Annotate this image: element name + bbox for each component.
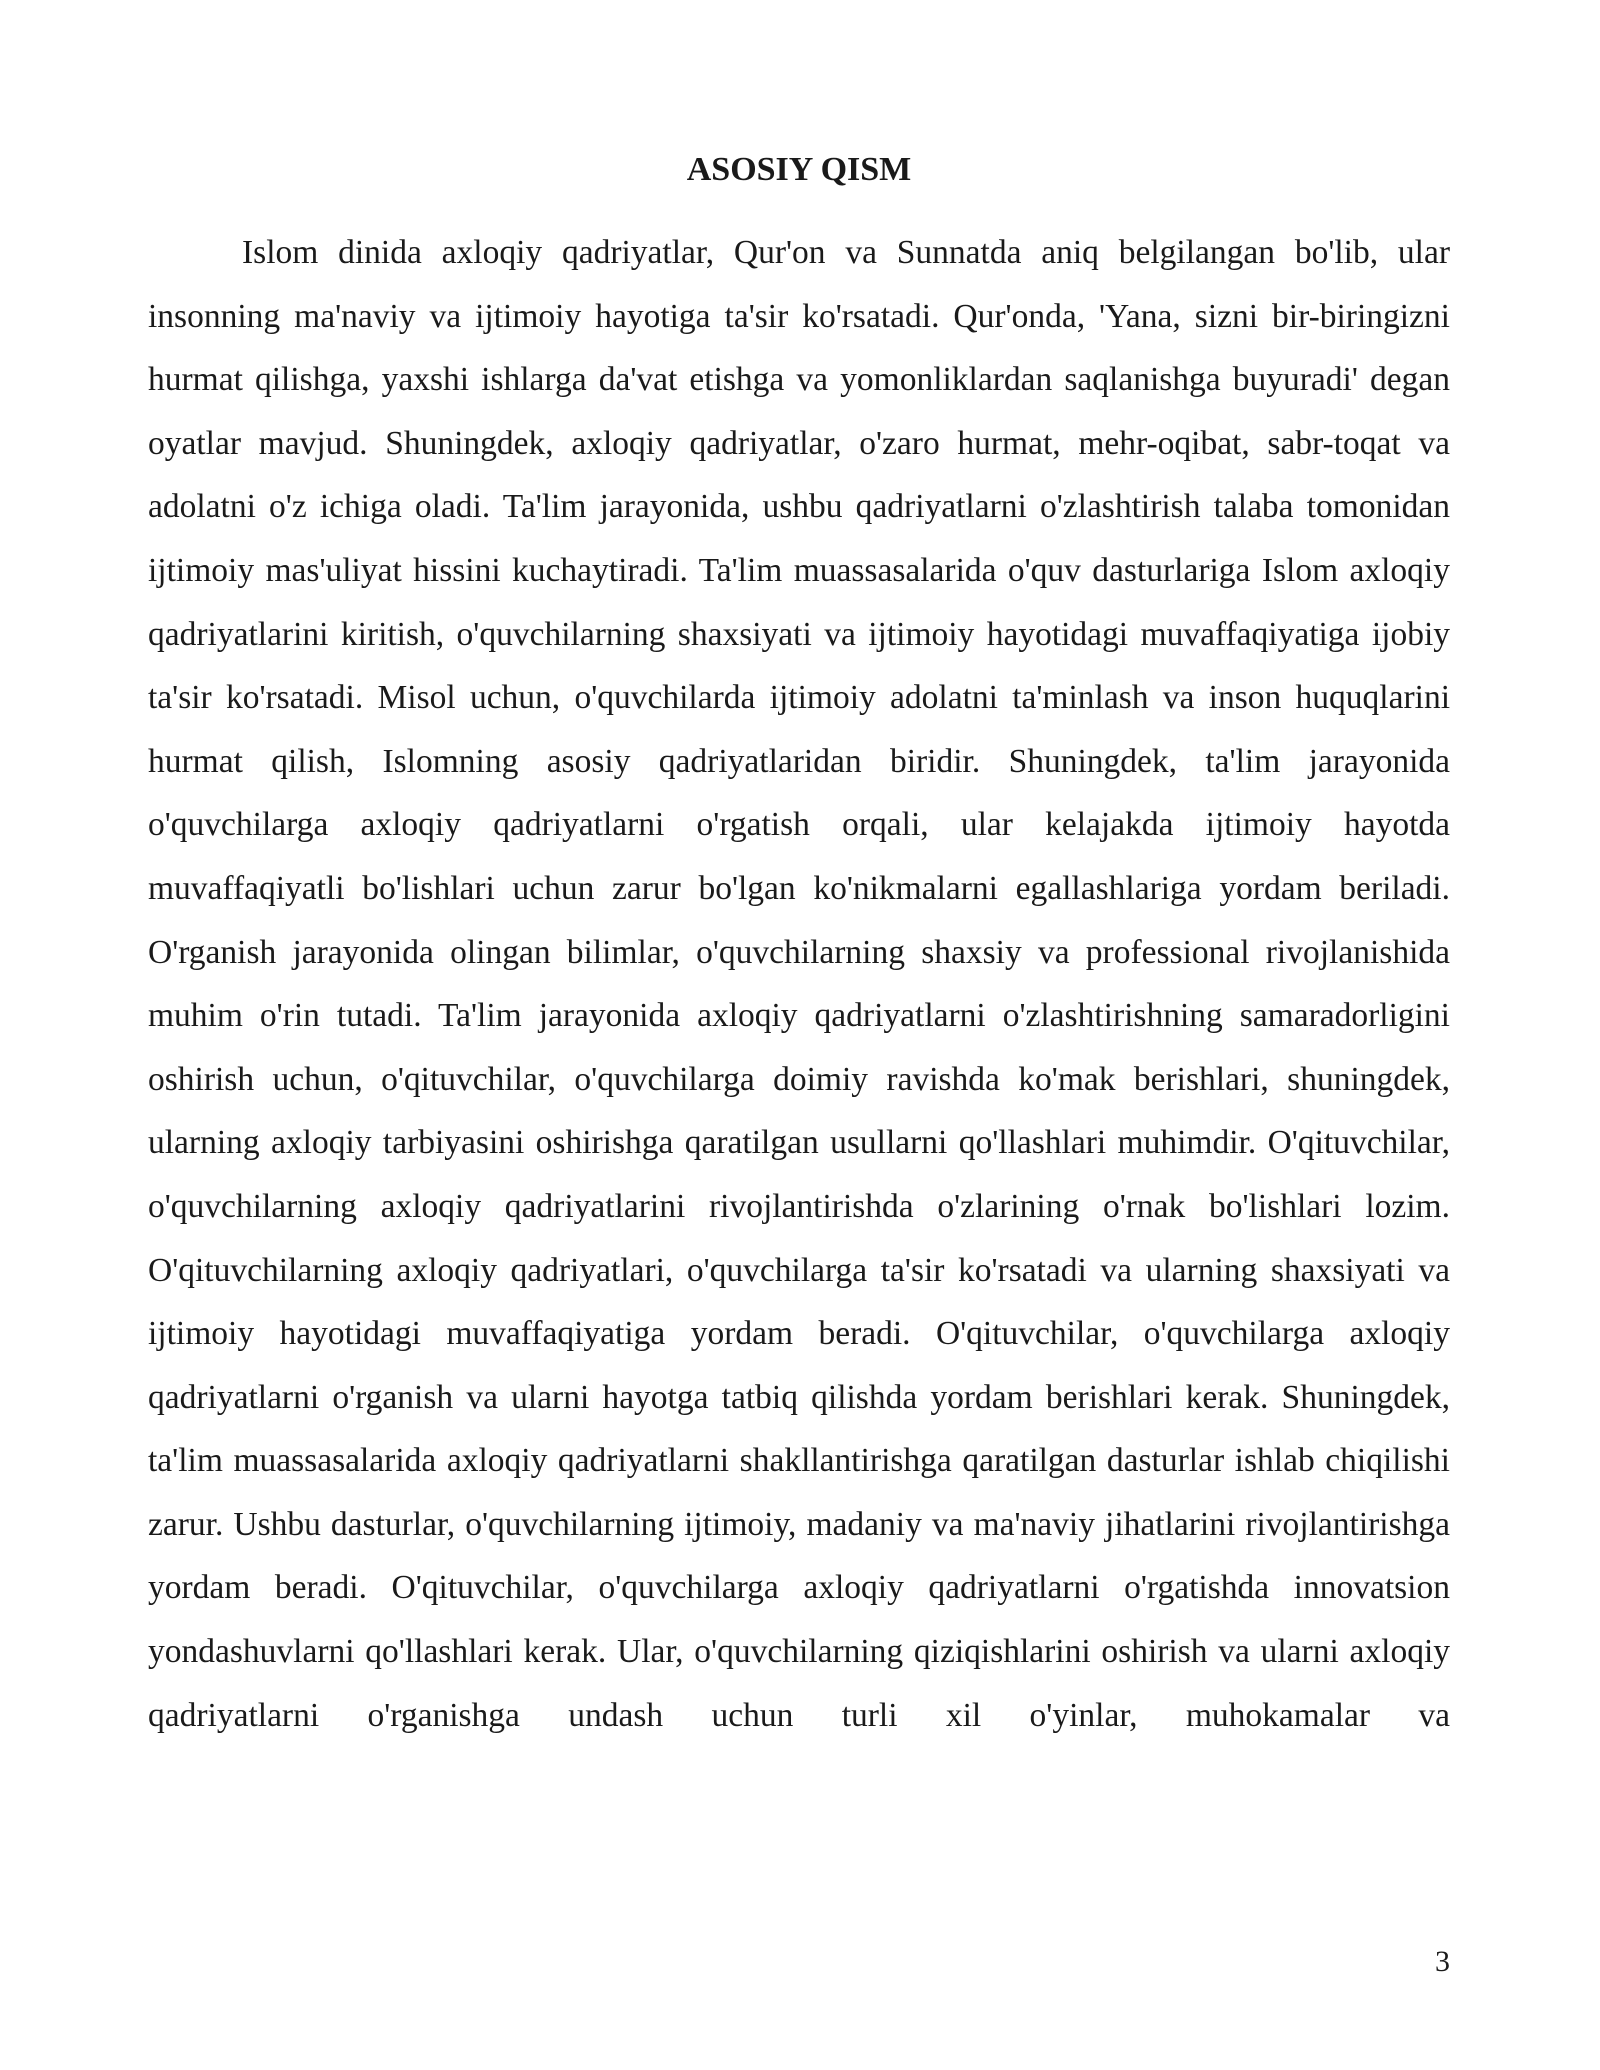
body-paragraph: Islom dinida axloqiy qadriyatlar, Qur'on va Sunnatda aniq belgilangan bo'lib, ular insonning ma'naviy va ijtimoiy hayotiga ta'sir ko'rsatadi. Qur'onda, 'Yana, sizni bir-biringizni hurmat qilishga, yaxshi ishlarga da'vat etishga va yomonliklardan saqlanishga buyuradi' degan oyatlar mavjud. Shuningdek, axloqiy qadriyatlar, o'zaro hurmat, mehr-oqibat, sabr-toqat va adolatni o'z ichiga oladi. Ta'lim jarayonida, ushbu qadriyatlarni o'zlashtirish talaba tomonidan ijtimoiy mas'uliyat hissini kuchaytiradi. Ta'lim muassasalarida o'quv dasturlariga Islom axloqiy qadriyatlarini kiritish, o'quvchilarning shaxsiyati va ijtimoiy hayotidagi muvaffaqiyatiga ijobiy ta'sir ko'rsatadi. Misol uchun, o'quvchilarda ijtimoiy adolatni ta'minlash va inson huquqlarini hurmat qilish, Islomning asosiy qadriyatlaridan biridir. Shuningdek, ta'lim jarayonida o'quvchilarga axloqiy qadriyatlarni o'rgatish orqali, ular kelajakda ijtimoiy hayotda muvaffaqiyatli bo'lishlari uchun zarur bo'lgan ko'nikmalarni egallashlariga yordam beriladi. O'rganish jarayonida olingan bilimlar, o'quvchilarning shaxsiy va professional rivojlanishida muhim o'rin tutadi. Ta'lim jarayonida axloqiy qadriyatlarni o'zlashtirishning samaradorligini oshirish uchun, o'qituvchilar, o'quvchilarga doimiy ravishda ko'mak berishlari, shuningdek, ularning axloqiy tarbiyasini oshirishga qaratilgan usullarni qo'llashlari muhimdir. O'qituvchilar, o'quvchilarning axloqiy qadriyatlarini rivojlantirishda o'zlarining o'rnak bo'lishlari lozim. O'qituvchilarning axloqiy qadriyatlari, o'quvchilarga ta'sir ko'rsatadi va ularning shaxsiyati va ijtimoiy hayotidagi muvaffaqiyatiga yordam beradi. O'qituvchilar, o'quvchilarga axloqiy qadriyatlarni o'rganish va ularni hayotga tatbiq qilishda yordam berishlari kerak. Shuningdek, ta'lim muassasalarida axloqiy qadriyatlarni shakllantirishga qaratilgan dasturlar ishlab chiqilishi zarur. Ushbu dasturlar, o'quvchilarning ijtimoiy, madaniy va ma'naviy jihatlarini rivojlantirishga yordam beradi. O'qituvchilar, o'quvchilarga axloqiy qadriyatlarni o'rgatishda innovatsion yondashuvlarni qo'llashlari kerak. Ular, o'quvchilarning qiziqishlarini oshirish va ularni axloqiy qadriyatlarni o'rganishga undash uchun turli xil o'yinlar, muhokamalar va (148, 234, 1450, 1734)
section-heading: ASOSIY QISM (686, 151, 912, 188)
page-number: 3 (1435, 1945, 1450, 1978)
